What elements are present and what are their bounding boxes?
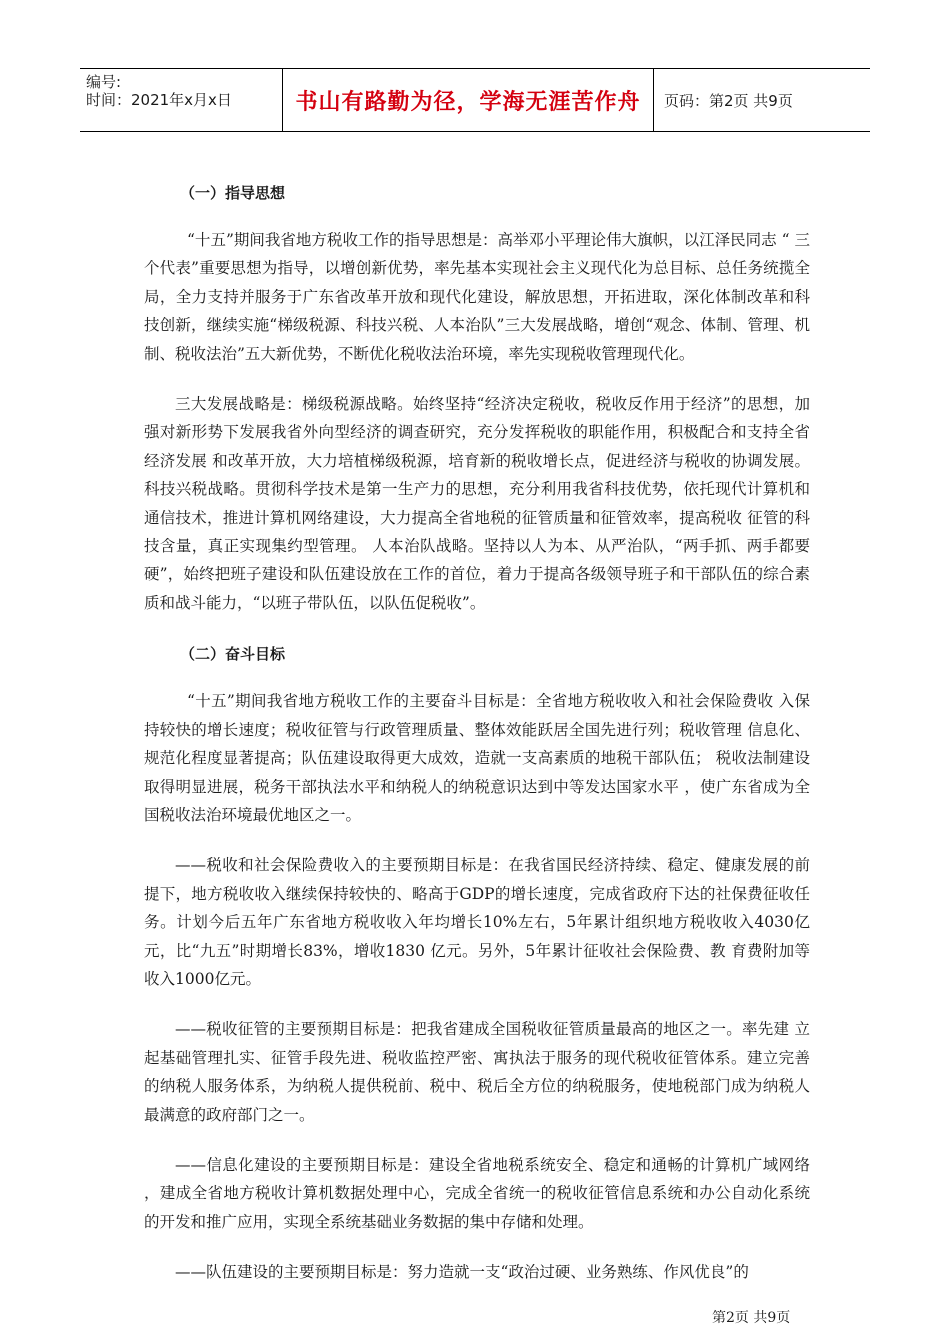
paragraph: “十五”期间我省地方税收工作的主要奋斗目标是：全省地方税收收入和社会保险费收 入保持较快的增长速度；税收征管与行政管理质量、整体效能跃居全国先进行列；税收管理 信息化、规范化程度显著提高；队伍建设取得更大成效，造就一支高素质的地税干部队伍； 税收法制建设取得明显进展，税务干部执法水平和纳税人的纳税意识达到中等发达国家水平 ，使广东省成为全国税收法治环境最优地区之一。 [144,692,810,824]
paragraph: ——税收和社会保险费收入的主要预期目标是：在我省国民经济持续、稳定、健康发展的前提下，地方税收收入继续保持较快的、略高于GDP的增长速度，完成省政府下达的社保费征收任务。计划今后五年广东省地方税收收入年均增长10%左右，5年累计组织地方税收收入4030亿元，比“九五”时期增长83%，增收1830 亿元。另外，5年累计征收社会保险费、教 育费附加等收入1000亿元。 [144,856,810,988]
header-meta [80,69,282,131]
document-date: 时间：2021年x月x日 [86,91,232,109]
page-footer: 第2页 共9页 [712,1310,791,1326]
paragraph: ——队伍建设的主要预期目标是：努力造就一支“政治过硬、业务熟练、作风优良”的 [175,1263,749,1282]
document-number-label: 编号: [86,73,122,91]
paragraph: “十五”期间我省地方税收工作的指导思想是：高举邓小平理论伟大旗帜，以江泽民同志 “ 三个代表”重要思想为指导，以增创新优势，率先基本实现社会主义现代化为总目标、总任务统揽全局，全力支持并服务于广东省改革开放和现代化建设，解放思想，开拓进取，深化体制改革和科技创新，继续实施“梯级税源、科技兴税、人本治队”三大发展战略，增创“观念、体制、管理、机制、税收法治”五大新优势，不断优化税收法治环境，率先实现税收管理现代化。 [144,231,810,363]
page-header [80,68,870,132]
paragraph: ——税收征管的主要预期目标是：把我省建成全国税收征管质量最高的地区之一。率先建 立起基础管理扎实、征管手段先进、税收监控严密、寓执法于服务的现代税收征管体系。建立完善的纳税人服务体系，为纳税人提供税前、税中、税后全方位的纳税服务，使地税部门成为纳税人最满意的政府部门之一。 [144,1020,810,1124]
header-page-info: 页码：第2页 共9页 [664,91,793,110]
paragraph: 三大发展战略是：梯级税源战略。始终坚持“经济决定税收，税收反作用于经济”的思想，加强对新形势下发展我省外向型经济的调查研究，充分发挥税收的职能作用，积极配合和支持全省经济发展 和改革开放，大力培植梯级税源，培育新的税收增长点，促进经济与税收的协调发展。 科技兴税战略。贯彻科学技术是第一生产力的思想，充分利用我省科技优势，依托现代计算机和通信技术，推进计算机网络建设，大力提高全省地税的征管质量和征管效率，提高税收 征管的科技含量，真正实现集约型管理。 人本治队战略。坚持以人为本、从严治队，“两手抓、两手都要硬”，始终把班子建设和队伍建设放在工作的首位，着力于提高各级领导班子和干部队伍的综合素质和战斗能力，“以班子带队伍，以队伍促税收”。 [144,395,810,612]
document-body [144,178,810,1287]
section-heading: （二）奋斗目标 [180,645,286,664]
header-motto: 书山有路勤为径，学海无涯苦作舟 [282,69,654,131]
section-heading: （一）指导思想 [180,184,286,202]
paragraph: ——信息化建设的主要预期目标是：建设全省地税系统安全、稳定和通畅的计算机广域网络 ，建成全省地方税收计算机数据处理中心，完成全省统一的税收征管信息系统和办公自动化系统的开发和推广应用，实现全系统基础业务数据的集中存储和处理。 [144,1155,810,1231]
